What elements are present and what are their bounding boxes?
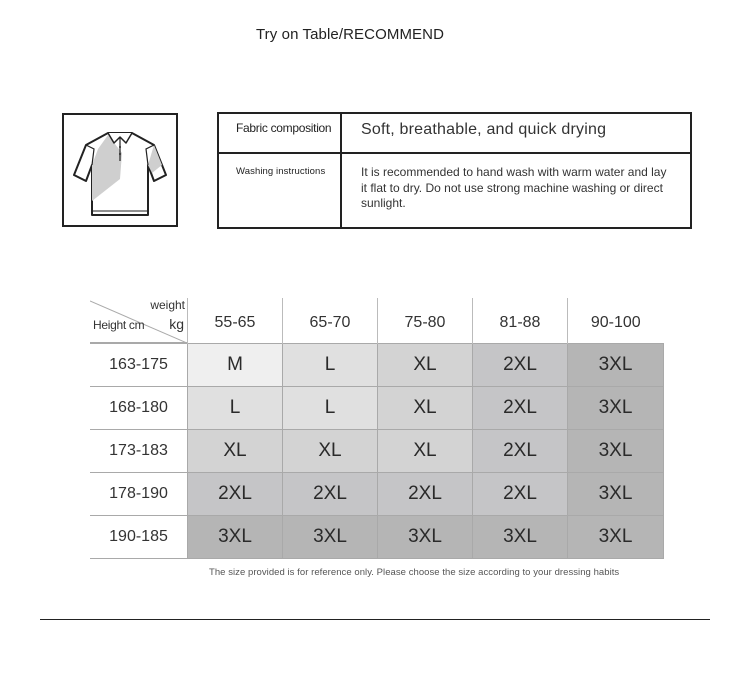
washing-value: It is recommended to hand wash with warm water and lay it flat to dry. Do not use strong machine washing or direct sunlight. — [361, 165, 667, 210]
size-cell: 2XL — [473, 430, 568, 473]
size-cell: 3XL — [568, 430, 664, 473]
table-row — [90, 344, 664, 387]
fabric-label-cell — [219, 114, 342, 152]
size-chart-table — [90, 298, 664, 559]
corner-cell — [90, 298, 188, 344]
height-cell: 173-183 — [90, 430, 188, 473]
weight-column-header: 81-88 — [473, 298, 568, 344]
size-cell: 2XL — [188, 473, 283, 516]
product-image-frame — [62, 113, 178, 227]
height-cell: 163-175 — [90, 344, 188, 387]
weight-column-header: 55-65 — [188, 298, 283, 344]
size-cell: XL — [378, 387, 473, 430]
size-cell: 2XL — [473, 473, 568, 516]
fabric-label: Fabric composition — [236, 121, 332, 135]
size-cell: XL — [378, 344, 473, 387]
washing-label: Washing instructions — [236, 166, 326, 177]
height-cell: 178-190 — [90, 473, 188, 516]
weight-label: weight — [150, 298, 185, 312]
size-cell: 3XL — [378, 516, 473, 559]
size-cell: L — [283, 387, 378, 430]
size-cell: 3XL — [568, 516, 664, 559]
weight-column-header: 65-70 — [283, 298, 378, 344]
size-cell: 3XL — [188, 516, 283, 559]
size-cell: 2XL — [473, 344, 568, 387]
product-info-table — [217, 112, 692, 229]
size-cell: XL — [188, 430, 283, 473]
table-row — [90, 430, 664, 473]
size-cell: 2XL — [378, 473, 473, 516]
size-cell: L — [188, 387, 283, 430]
table-row — [90, 387, 664, 430]
table-row — [90, 516, 664, 559]
bottom-divider — [40, 619, 710, 620]
size-cell: 3XL — [568, 473, 664, 516]
page-title: Try on Table/RECOMMEND — [255, 26, 445, 43]
size-cell: XL — [378, 430, 473, 473]
fabric-row — [219, 114, 690, 154]
size-cell: 3XL — [568, 344, 664, 387]
weight-unit: kg — [169, 316, 184, 332]
table-row — [90, 473, 664, 516]
weight-column-header: 75-80 — [378, 298, 473, 344]
size-cell: 3XL — [568, 387, 664, 430]
size-disclaimer-note: The size provided is for reference only. Please choose the size according to your dressing habits — [209, 567, 620, 578]
fabric-value: Soft, breathable, and quick drying — [361, 121, 607, 138]
size-cell: 3XL — [473, 516, 568, 559]
height-label: Height cm — [93, 318, 145, 332]
size-cell: 2XL — [283, 473, 378, 516]
size-cell: L — [283, 344, 378, 387]
washing-label-cell — [219, 154, 342, 227]
washing-row — [219, 154, 690, 227]
size-cell: 3XL — [283, 516, 378, 559]
size-chart-header-row — [90, 298, 664, 344]
polo-shirt-icon — [70, 123, 170, 219]
size-cell: 2XL — [473, 387, 568, 430]
size-cell: M — [188, 344, 283, 387]
height-cell: 190-185 — [90, 516, 188, 559]
size-cell: XL — [283, 430, 378, 473]
weight-column-header: 90-100 — [568, 298, 664, 344]
height-cell: 168-180 — [90, 387, 188, 430]
